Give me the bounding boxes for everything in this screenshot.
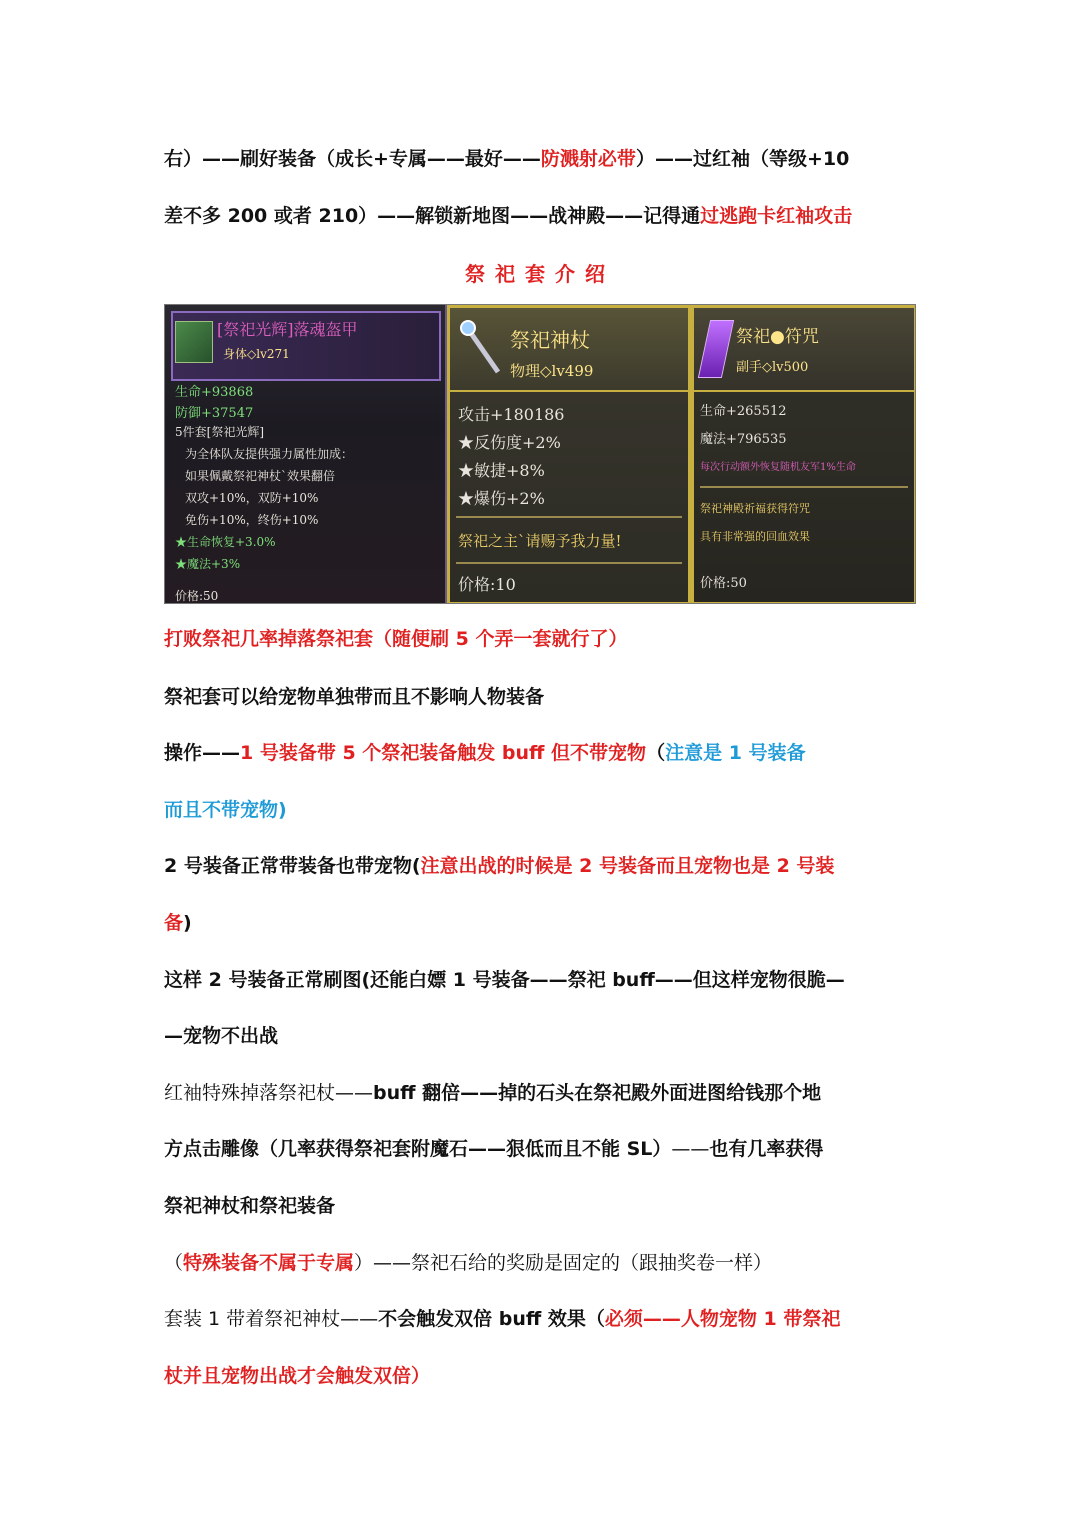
item-desc-2: 具有非常强的回血效果: [700, 530, 810, 543]
stat-atk: 攻击+180186: [458, 405, 565, 424]
text-line-11: [164, 1080, 924, 1106]
highlight-red: 备: [164, 912, 184, 934]
text-line-12: [164, 1136, 924, 1162]
item-effect: 每次行动额外恢复随机友军1%生命: [700, 462, 856, 473]
stat-mp: 魔法+796535: [700, 432, 787, 447]
staff-icon: [456, 318, 506, 378]
text-segment: （: [646, 742, 666, 764]
text-line-15: [164, 1306, 924, 1332]
stat-hp: 生命+265512: [700, 404, 787, 419]
set-desc-3: 双攻+10%，双防+10%: [185, 491, 319, 505]
price: 价格:50: [700, 576, 747, 591]
text-line-7: [164, 853, 924, 879]
text-segment: 差不多 200 或者 210）——解锁新地图——战神殿——记得通: [164, 205, 701, 227]
text-segment: 方点击雕像（几率获得祭祀套附魔石——狠低而且不能 SL）: [164, 1138, 672, 1160]
set-desc-1: 为全体队友提供强力属性加成：: [185, 447, 354, 461]
text-segment: buff 翻倍——掉的石头在祭祀殿外面进图给钱那个地: [373, 1082, 822, 1104]
text-line-2: [164, 203, 924, 229]
text-line-14: [164, 1250, 924, 1276]
text-segment: 2 号装备正常带装备也带宠物(: [164, 855, 421, 877]
highlight-red: 过逃跑卡红袖攻击: [700, 205, 853, 227]
set-desc-4: 免伤+10%，终伤+10%: [185, 513, 319, 527]
highlight-blue: 注意是 1 号装备: [665, 742, 806, 764]
text-line-1: [164, 146, 924, 172]
armor-icon: [175, 321, 213, 363]
item-panel-talisman: [691, 305, 916, 604]
text-segment: 右）——刷好装备（成长+专属——最好——: [164, 148, 541, 170]
price: 价格:50: [175, 589, 219, 603]
highlight-red: 注意出战的时候是 2 号装备而且宠物也是 2 号装: [420, 855, 835, 877]
item-name: 祭祀●符咒: [736, 327, 819, 347]
section-title: 祭祀套介绍: [465, 262, 615, 286]
item-sub: 副手◇lv500: [736, 360, 809, 375]
highlight-red: 特殊装备不属于专属: [183, 1252, 355, 1274]
item-desc-1: 祭祀神殿祈福获得符咒: [700, 502, 810, 515]
text-line-5: [164, 740, 924, 766]
price: 价格:10: [458, 575, 516, 594]
text-segment: ): [183, 912, 192, 934]
divider: [456, 516, 682, 518]
star-stat-1: ★生命恢复+3.0%: [175, 535, 276, 549]
star-stat-2: ★魔法+3%: [175, 557, 241, 571]
stat-hp: 生命+93868: [175, 385, 254, 400]
text-line-13: 祭祀神杖和祭祀装备: [164, 1195, 336, 1217]
star-stat-1: ★反伤度+2%: [458, 433, 561, 452]
text-line-10: —宠物不出战: [164, 1025, 279, 1047]
item-name: 祭祀神杖: [510, 328, 590, 352]
divider: [456, 562, 682, 564]
text-segment: 套装 1 带着祭祀神杖——: [164, 1308, 379, 1330]
text-line-8: [164, 910, 924, 936]
item-sub: 身体◇lv271: [223, 347, 290, 361]
text-segment: ——: [671, 1138, 710, 1160]
text-line-9: 这样 2 号装备正常刷图(还能白嫖 1 号装备——祭祀 buff——但这样宠物很脆—: [164, 969, 845, 991]
item-quote: 祭祀之主`请赐予我力量!: [458, 532, 622, 550]
set-label: 5件套[祭祀光辉]: [175, 425, 264, 439]
set-desc-2: 如果佩戴祭祀神杖`效果翻倍: [185, 469, 336, 483]
text-segment: 也有几率获得: [709, 1138, 824, 1160]
game-screenshot: [164, 304, 916, 604]
item-panel-staff: [447, 305, 691, 604]
text-line-6: 而且不带宠物): [164, 799, 287, 821]
text-segment: ）——祭祀石给的奖励是固定的（跟抽奖卷一样）: [354, 1252, 773, 1274]
text-line-4: 祭祀套可以给宠物单独带而且不影响人物装备: [164, 686, 545, 708]
text-segment: 操作——: [164, 742, 241, 764]
star-stat-2: ★敏捷+8%: [458, 461, 545, 480]
stat-def: 防御+37547: [175, 406, 254, 421]
text-line-16: 杖并且宠物出战才会触发双倍）: [164, 1365, 431, 1387]
text-segment: 不会触发双倍 buff 效果（: [378, 1308, 605, 1330]
item-panel-armor: [165, 305, 447, 604]
text-line-3: 打败祭祀几率掉落祭祀套（随便刷 5 个弄一套就行了）: [164, 628, 628, 650]
item-sub: 物理◇lv499: [510, 362, 594, 380]
item-name: [祭祀光辉]落魂盔甲: [217, 320, 358, 339]
text-segment: （: [164, 1252, 184, 1274]
divider: [700, 486, 908, 488]
star-stat-3: ★爆伤+2%: [458, 489, 545, 508]
text-segment: ）——过红袖（等级+10: [635, 148, 850, 170]
highlight-red: 必须——人物宠物 1 带祭祀: [604, 1308, 841, 1330]
highlight-red: 1 号装备带 5 个祭祀装备触发 buff 但不带宠物: [240, 742, 647, 764]
highlight-red: 防溅射必带: [540, 148, 636, 170]
text-segment: 红袖特殊掉落祭祀杖——: [164, 1082, 374, 1104]
